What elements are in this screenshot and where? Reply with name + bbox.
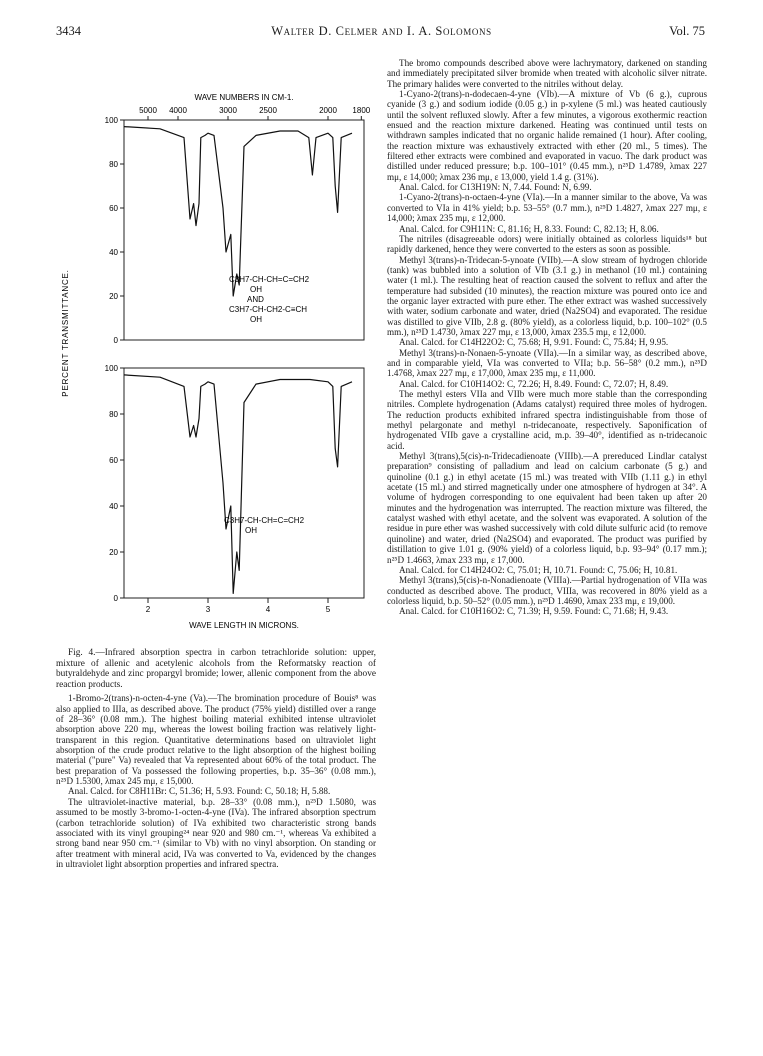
top-tick-label: 2500 — [259, 106, 277, 115]
top-tick-label: 5000 — [139, 106, 157, 115]
y-axis-ticks — [105, 116, 124, 603]
paragraph: Methyl 3(trans)-n-Nonaen-5-ynoate (VIIa).—In a similar way, as described above, and in comparable yield, VIa was converted to VIIa; b.p. 56–58° (0.2 mm.), n²⁵D 1.4768, λmax 227 mμ, ε 17,000, λmax 235 mμ, ε 11,000. — [387, 347, 707, 379]
paragraph: 1-Cyano-2(trans)-n-octaen-4-yne (VIa).—In a manner similar to the above, Va was converted to VIa in 41% yield; b.p. 53–55° (0.7 mm.), n²⁵D 1.4827, λmax 227 mμ, ε 14,000; λmax 235 mμ, ε 12,000. — [387, 192, 707, 224]
y-tick-label: 80 — [109, 410, 118, 419]
upper-structure-label — [229, 275, 310, 324]
y-tick-label: 40 — [109, 502, 118, 511]
y-tick-label: 80 — [109, 160, 118, 169]
x-axis-label: WAVE LENGTH IN MICRONS. — [189, 621, 299, 630]
paragraph: The nitriles (disagreeable odors) were initially obtained as colorless liquids¹⁸ but rapidly darkened, hence they were converted to the esters as soon as possible. — [387, 233, 707, 255]
paragraph: 1-Bromo-2(trans)-n-octen-4-yne (Va).—The bromination procedure of Bouis⁸ was also applied to IIIa, as described above. The product (75% yield) distilled over a range of 28–36° (0.08 mm.). The highest boiling material exhibited intense ultraviolet absorption above 220 mμ, whereas the lowest boiling fraction was relatively light-transparent in this region. Quantitative determinations based on ultraviolet light absorption of the crude product relative to the light absorption of the highest boiling material ("pure" Va) revealed that Va represented about 60% of the total product. The best preparation of Va possessed the following properties, b.p. 35–36° (0.08 mm.), n²⁵D 1.5300, λmax 245 mμ, ε 15,000. — [56, 693, 376, 787]
paragraph: Anal. Calcd. for C13H19N: N, 7.44. Found: N, 6.99. — [399, 182, 592, 193]
paragraph: Methyl 3(trans),5(cis)-n-Tridecadienoate (VIIIb).—A prereduced Lindlar catalyst preparation⁹ consisting of palladium and lead on calcium carbonate (5 g.) and quinoline (0.1 g.) in ethyl acetate (15 ml.) was treated with VIIb (1.11 g.) in ethyl acetate (15 ml.) and stirred magnetically under one atmosphere of hydrogen at 34°. A volume of hydrogen corresponding to one equivalent had been taken up after 20 minutes and the hydrogenation was interrupted. The reaction mixture was filtered, the catalyst washed with ethyl acetate, and the solvent was evaporated. A solution of the residue in pure ether was washed successively with cold dilute sulfuric acid (to remove quinoline) and water, dried (Na2SO4) and evaporated. The product was purified by distillation to give 1.01 g. (90% yield) of a colorless liquid, b.p. 93–94° (0.17 mm.); n²⁵D 1.4663, λmax 233 mμ, ε 17,000. — [387, 451, 707, 565]
paragraph: Anal. Calcd. for C8H11Br: C, 51.36; H, 5.93. Found: C, 50.18; H, 5.88. — [68, 786, 331, 797]
top-tick-label: 3000 — [219, 106, 237, 115]
y-tick-label: 0 — [113, 336, 118, 345]
paragraph: Anal. Calcd. for C9H11N: C, 81.16; H, 8.33. Found: C, 82.13; H, 8.06. — [399, 223, 659, 234]
upper-label-line: AND — [247, 295, 264, 304]
plot-frames — [124, 120, 364, 598]
x-tick-label: 4 — [265, 605, 271, 614]
paragraph: Anal. Calcd. for C14H24O2: C, 75.01; H, 10.71. Found: C, 75.06; H, 10.81. — [399, 564, 678, 575]
lower-structure-label — [224, 516, 305, 535]
figure-caption: Fig. 4.—Infrared absorption spectra in carbon tetrachloride solution: upper, mixture of allenic and acetylenic alcohols from the Reformatsky reaction of butyraldehyde and zinc propargyl bromide; lower, allenic component from the above reaction products. — [56, 648, 376, 690]
paragraph: The methyl esters VIIa and VIIb were much more stable than the corresponding nitriles. Complete hydrogenation (Adams catalyst) required three moles of hydrogen. The reduction products exhibited infrared spectra indistinguishable from those of methyl pelargonate and methyl n-tridecanoate, respectively. Saponification of hydrogenated VIIb gave a crystalline acid, m.p. 39–40°, identified as n-tridecanoic acid. — [387, 389, 707, 451]
spectrum-line-upper — [124, 127, 352, 296]
left-column-text — [56, 648, 376, 869]
x-tick-label: 5 — [325, 605, 331, 614]
upper-label-line: OH — [250, 315, 262, 324]
top-tick-label: 1800 — [352, 106, 371, 115]
paragraph: Anal. Calcd. for C10H16O2: C, 71.39; H, 9.59. Found: C, 71.68; H, 9.43. — [399, 606, 669, 617]
top-tick-label: 4000 — [169, 106, 187, 115]
upper-label-line: OH — [250, 285, 262, 294]
volume-label: Vol. 75 — [669, 24, 705, 38]
paragraph: Methyl 3(trans)-n-Tridecan-5-ynoate (VIIb).—A slow stream of hydrogen chloride (tank) was bubbled into a solution of VIb (3.1 g.) in methanol (10 ml.) containing water (1 ml.). The resulting heat of reaction caused the solvent to reflux and after the temperature had subsided (10 minutes), the reaction mixture was poured onto ice and the organic layer extracted with pure ether. The ether extract was washed successively with water, sodium carbonate and water, dried (Na2SO4) and evaporated. The residue was distilled to give VIIb, 2.8 g. (80% yield), as a colorless liquid, b.p. 100–102° (0.5 mm.), n²⁵D 1.4730, λmax 227 mμ, ε 13,000, λmax 235.5 mμ, ε 12,000. — [387, 254, 707, 337]
top-axis-label: WAVE NUMBERS IN CM-1. — [194, 93, 294, 102]
y-tick-label: 0 — [113, 594, 118, 603]
top-tick-label: 2000 — [319, 106, 337, 115]
right-column-text — [387, 58, 707, 617]
page-number: 3434 — [56, 24, 81, 38]
lower-label-line: OH — [245, 526, 257, 535]
upper-label-line: C3H7-CH-CH2-C≡CH — [229, 305, 308, 314]
paragraph: Methyl 3(trans),5(cis)-n-Nonadienoate (VIIIa).—Partial hydrogenation of VIIa was conducted as described above. The product, VIIIa, was recovered in 80% yield as a colorless liquid, b.p. 50–52° (0.05 mm.), n²⁵D 1.4690, λmax 233 mμ, ε 19,000. — [387, 575, 707, 606]
y-tick-label: 20 — [109, 292, 118, 301]
y-tick-label: 20 — [109, 548, 118, 557]
paragraph: 1-Cyano-2(trans)-n-dodecaen-4-yne (VIb).—A mixture of Vb (6 g.), cuprous cyanide (3 g.) and sodium iodide (0.05 g.) in p-xylene (5 ml.) was heated cautiously until the solvent refluxed slowly. After a few minutes, a vigorous exothermic reaction ensued and the reaction mixture darkened. Heating was continued until tests on withdrawn samples indicated that no organic halide remained (1 hour). After cooling, the reaction mixture was exhaustively extracted with ether (20 ml., 5 times). The filtered ether extracts were combined and evaporated in vacuo. The dark product was distilled under reduced pressure; b.p. 100–101° (0.45 mm.), n²⁵D 1.4789, λmax 227 mμ, ε 14,000; λmax 236 mμ, ε 13,000, yield 1.4 g. (31%). — [387, 89, 707, 182]
spectrum-line-lower — [124, 375, 352, 594]
running-head-authors: Walter D. Celmer and I. A. Solomons — [271, 24, 492, 38]
y-tick-label: 60 — [109, 204, 118, 213]
paragraph: The ultraviolet-inactive material, b.p. 28–33° (0.08 mm.), n²⁵D 1.5080, was assumed to be mostly 3-bromo-1-octen-4-yne (IVa). The infrared absorption spectrum (carbon tetrachloride solution) of IVa exhibited two characteristic strong bands associated with its vinyl grouping²⁴ near 920 and 980 cm.⁻¹, whereas Va exhibited a strong band near 950 cm.⁻¹ (similar to Vb) with no vinyl absorption. On standing or after treatment with mineral acid, IVa was converted to Va, evidenced by the changes in ultraviolet light absorption properties and infrared spectra. — [56, 796, 376, 869]
x-tick-label: 2 — [145, 605, 151, 614]
y-tick-label: 100 — [104, 116, 118, 125]
y-tick-label: 40 — [109, 248, 118, 257]
upper-label-line: C3H7-CH-CH=C=CH2 — [229, 275, 310, 284]
x-axis-ticks — [146, 598, 331, 614]
ir-spectra-figure — [54, 58, 374, 633]
y-tick-label: 60 — [109, 456, 118, 465]
x-tick-label: 3 — [205, 605, 211, 614]
y-tick-label: 100 — [104, 364, 118, 373]
y-axis-label: PERCENT TRANSMITTANCE. — [61, 269, 70, 397]
paragraph: Anal. Calcd. for C10H14O2: C, 72.26; H, 8.49. Found: C, 72.07; H, 8.49. — [399, 378, 669, 389]
top-axis-ticks — [139, 106, 371, 120]
lower-label-line: C3H7-CH-CH=C=CH2 — [224, 516, 305, 525]
paragraph: Anal. Calcd. for C14H22O2: C, 75.68; H, 9.91. Found: C, 75.84; H, 9.95. — [399, 337, 669, 348]
paragraph: The bromo compounds described above were lachrymatory, darkened on standing and immediately precipitated silver bromide when treated with alcoholic silver nitrate. The primary halides were converted to the nitriles without delay. — [387, 58, 707, 89]
